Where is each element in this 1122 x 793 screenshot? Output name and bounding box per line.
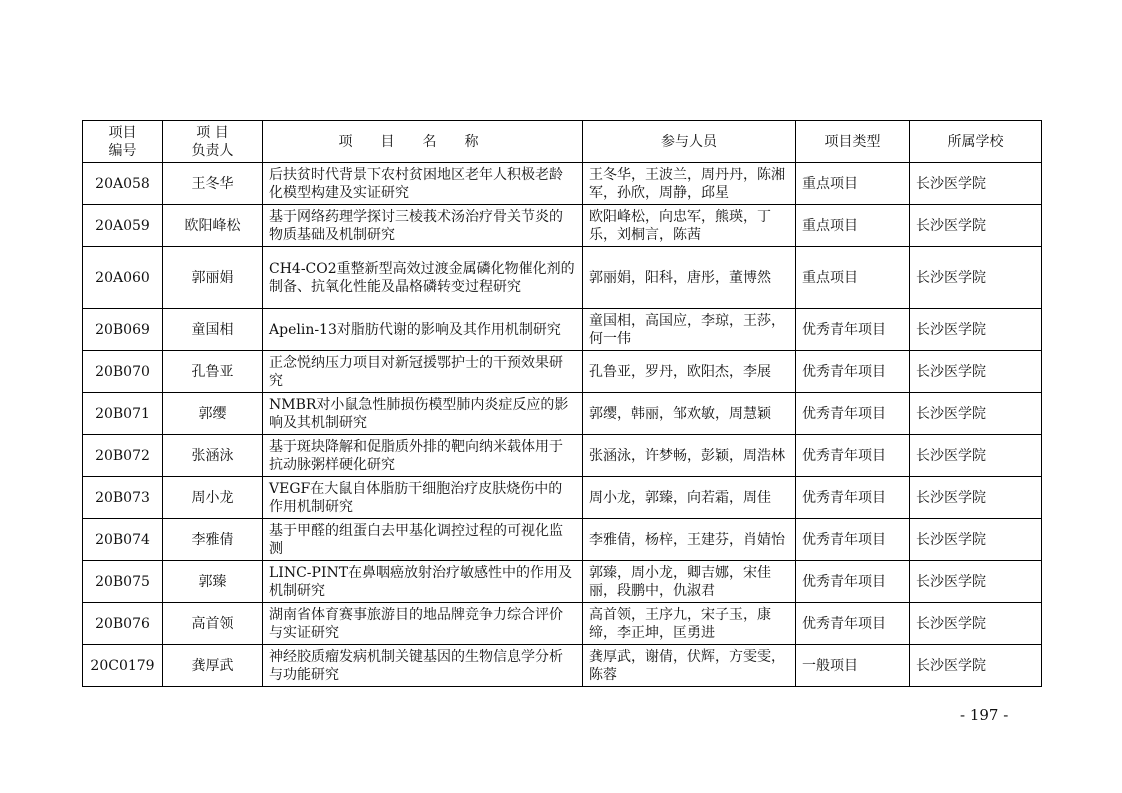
project-leader: 童国相 [163,309,263,351]
project-type: 优秀青年项目 [796,393,910,435]
project-code: 20B069 [83,309,163,351]
project-school: 长沙医学院 [910,351,1042,393]
project-code: 20A058 [83,163,163,205]
project-name: 正念悦纳压力项目对新冠援鄂护士的干预效果研究 [263,351,583,393]
project-members: 童国相，高国应，李琼，王莎，何一伟 [583,309,796,351]
table-row [83,645,1042,687]
header-school: 所属学校 [910,121,1042,163]
project-code: 20B076 [83,603,163,645]
project-name: 神经胶质瘤发病机制关键基因的生物信息学分析与功能研究 [263,645,583,687]
project-members: 郭丽娟，阳科，唐彤，董博然 [583,247,796,309]
projects-table [82,120,1042,687]
page-number: - 197 - [960,706,1009,724]
project-members: 高首领，王序九，宋子玉，康缔，李正坤，匡勇进 [583,603,796,645]
project-code: 20B070 [83,351,163,393]
project-name: VEGF在大鼠自体脂肪干细胞治疗皮肤烧伤中的作用机制研究 [263,477,583,519]
project-leader: 郭丽娟 [163,247,263,309]
project-name: CH4-CO2重整新型高效过渡金属磷化物催化剂的制备、抗氧化性能及晶格磷转变过程研究 [263,247,583,309]
project-leader: 张涵泳 [163,435,263,477]
project-code: 20B075 [83,561,163,603]
header-name: 项目名称 [263,121,583,163]
project-leader: 孔鲁亚 [163,351,263,393]
project-school: 长沙医学院 [910,603,1042,645]
project-school: 长沙医学院 [910,163,1042,205]
project-type: 优秀青年项目 [796,519,910,561]
project-code: 20C0179 [83,645,163,687]
header-code: 项目 编号 [83,121,163,163]
project-school: 长沙医学院 [910,393,1042,435]
project-leader: 高首领 [163,603,263,645]
project-leader: 郭缨 [163,393,263,435]
project-members: 周小龙，郭臻，向若霜，周佳 [583,477,796,519]
project-type: 一般项目 [796,645,910,687]
project-members: 龚厚武，谢倩，伏辉，方雯雯，陈蓉 [583,645,796,687]
project-school: 长沙医学院 [910,519,1042,561]
project-type: 重点项目 [796,247,910,309]
project-code: 20A059 [83,205,163,247]
project-code: 20B073 [83,477,163,519]
project-name: 湖南省体育赛事旅游目的地品牌竞争力综合评价与实证研究 [263,603,583,645]
project-name: LINC-PINT在鼻咽癌放射治疗敏感性中的作用及机制研究 [263,561,583,603]
project-school: 长沙医学院 [910,435,1042,477]
project-name: 基于甲醛的组蛋白去甲基化调控过程的可视化监测 [263,519,583,561]
project-leader: 周小龙 [163,477,263,519]
project-type: 重点项目 [796,163,910,205]
table-row [83,205,1042,247]
header-members: 参与人员 [583,121,796,163]
project-school: 长沙医学院 [910,205,1042,247]
project-members: 张涵泳，许梦畅，彭颖，周浩林 [583,435,796,477]
project-type: 优秀青年项目 [796,477,910,519]
project-name: NMBR对小鼠急性肺损伤模型肺内炎症反应的影响及其机制研究 [263,393,583,435]
table-row [83,247,1042,309]
project-code: 20B072 [83,435,163,477]
table-row [83,603,1042,645]
project-type: 优秀青年项目 [796,351,910,393]
project-name: 基于斑块降解和促脂质外排的靶向纳米载体用于抗动脉粥样硬化研究 [263,435,583,477]
project-members: 王冬华，王波兰，周丹丹，陈湘军，孙欣，周静，邱星 [583,163,796,205]
project-members: 郭缨，韩丽，邹欢敏，周慧颖 [583,393,796,435]
project-members: 欧阳峰松，向忠军，熊瑛，丁乐，刘桐言，陈茜 [583,205,796,247]
table-row [83,163,1042,205]
project-school: 长沙医学院 [910,247,1042,309]
project-name: 基于网络药理学探讨三棱莪术汤治疗骨关节炎的物质基础及机制研究 [263,205,583,247]
table-row [83,561,1042,603]
project-type: 优秀青年项目 [796,561,910,603]
project-members: 郭臻，周小龙，卿吉娜，宋佳丽，段鹏中，仇淑君 [583,561,796,603]
project-type: 优秀青年项目 [796,603,910,645]
header-type: 项目类型 [796,121,910,163]
project-leader: 李雅倩 [163,519,263,561]
project-type: 优秀青年项目 [796,435,910,477]
table-row [83,435,1042,477]
project-school: 长沙医学院 [910,561,1042,603]
project-school: 长沙医学院 [910,309,1042,351]
project-leader: 郭臻 [163,561,263,603]
project-members: 李雅倩，杨梓，王建芬，肖婧怡 [583,519,796,561]
table-row [83,351,1042,393]
header-row [83,121,1042,163]
project-leader: 王冬华 [163,163,263,205]
project-type: 重点项目 [796,205,910,247]
table-row [83,309,1042,351]
project-leader: 欧阳峰松 [163,205,263,247]
project-leader: 龚厚武 [163,645,263,687]
project-code: 20B071 [83,393,163,435]
project-school: 长沙医学院 [910,477,1042,519]
table-row [83,393,1042,435]
project-members: 孔鲁亚，罗丹，欧阳杰，李展 [583,351,796,393]
project-name: 后扶贫时代背景下农村贫困地区老年人积极老龄化模型构建及实证研究 [263,163,583,205]
project-code: 20A060 [83,247,163,309]
project-name: Apelin-13对脂肪代谢的影响及其作用机制研究 [263,309,583,351]
header-leader: 项 目 负责人 [163,121,263,163]
project-code: 20B074 [83,519,163,561]
project-school: 长沙医学院 [910,645,1042,687]
table-row [83,477,1042,519]
project-type: 优秀青年项目 [796,309,910,351]
table-row [83,519,1042,561]
